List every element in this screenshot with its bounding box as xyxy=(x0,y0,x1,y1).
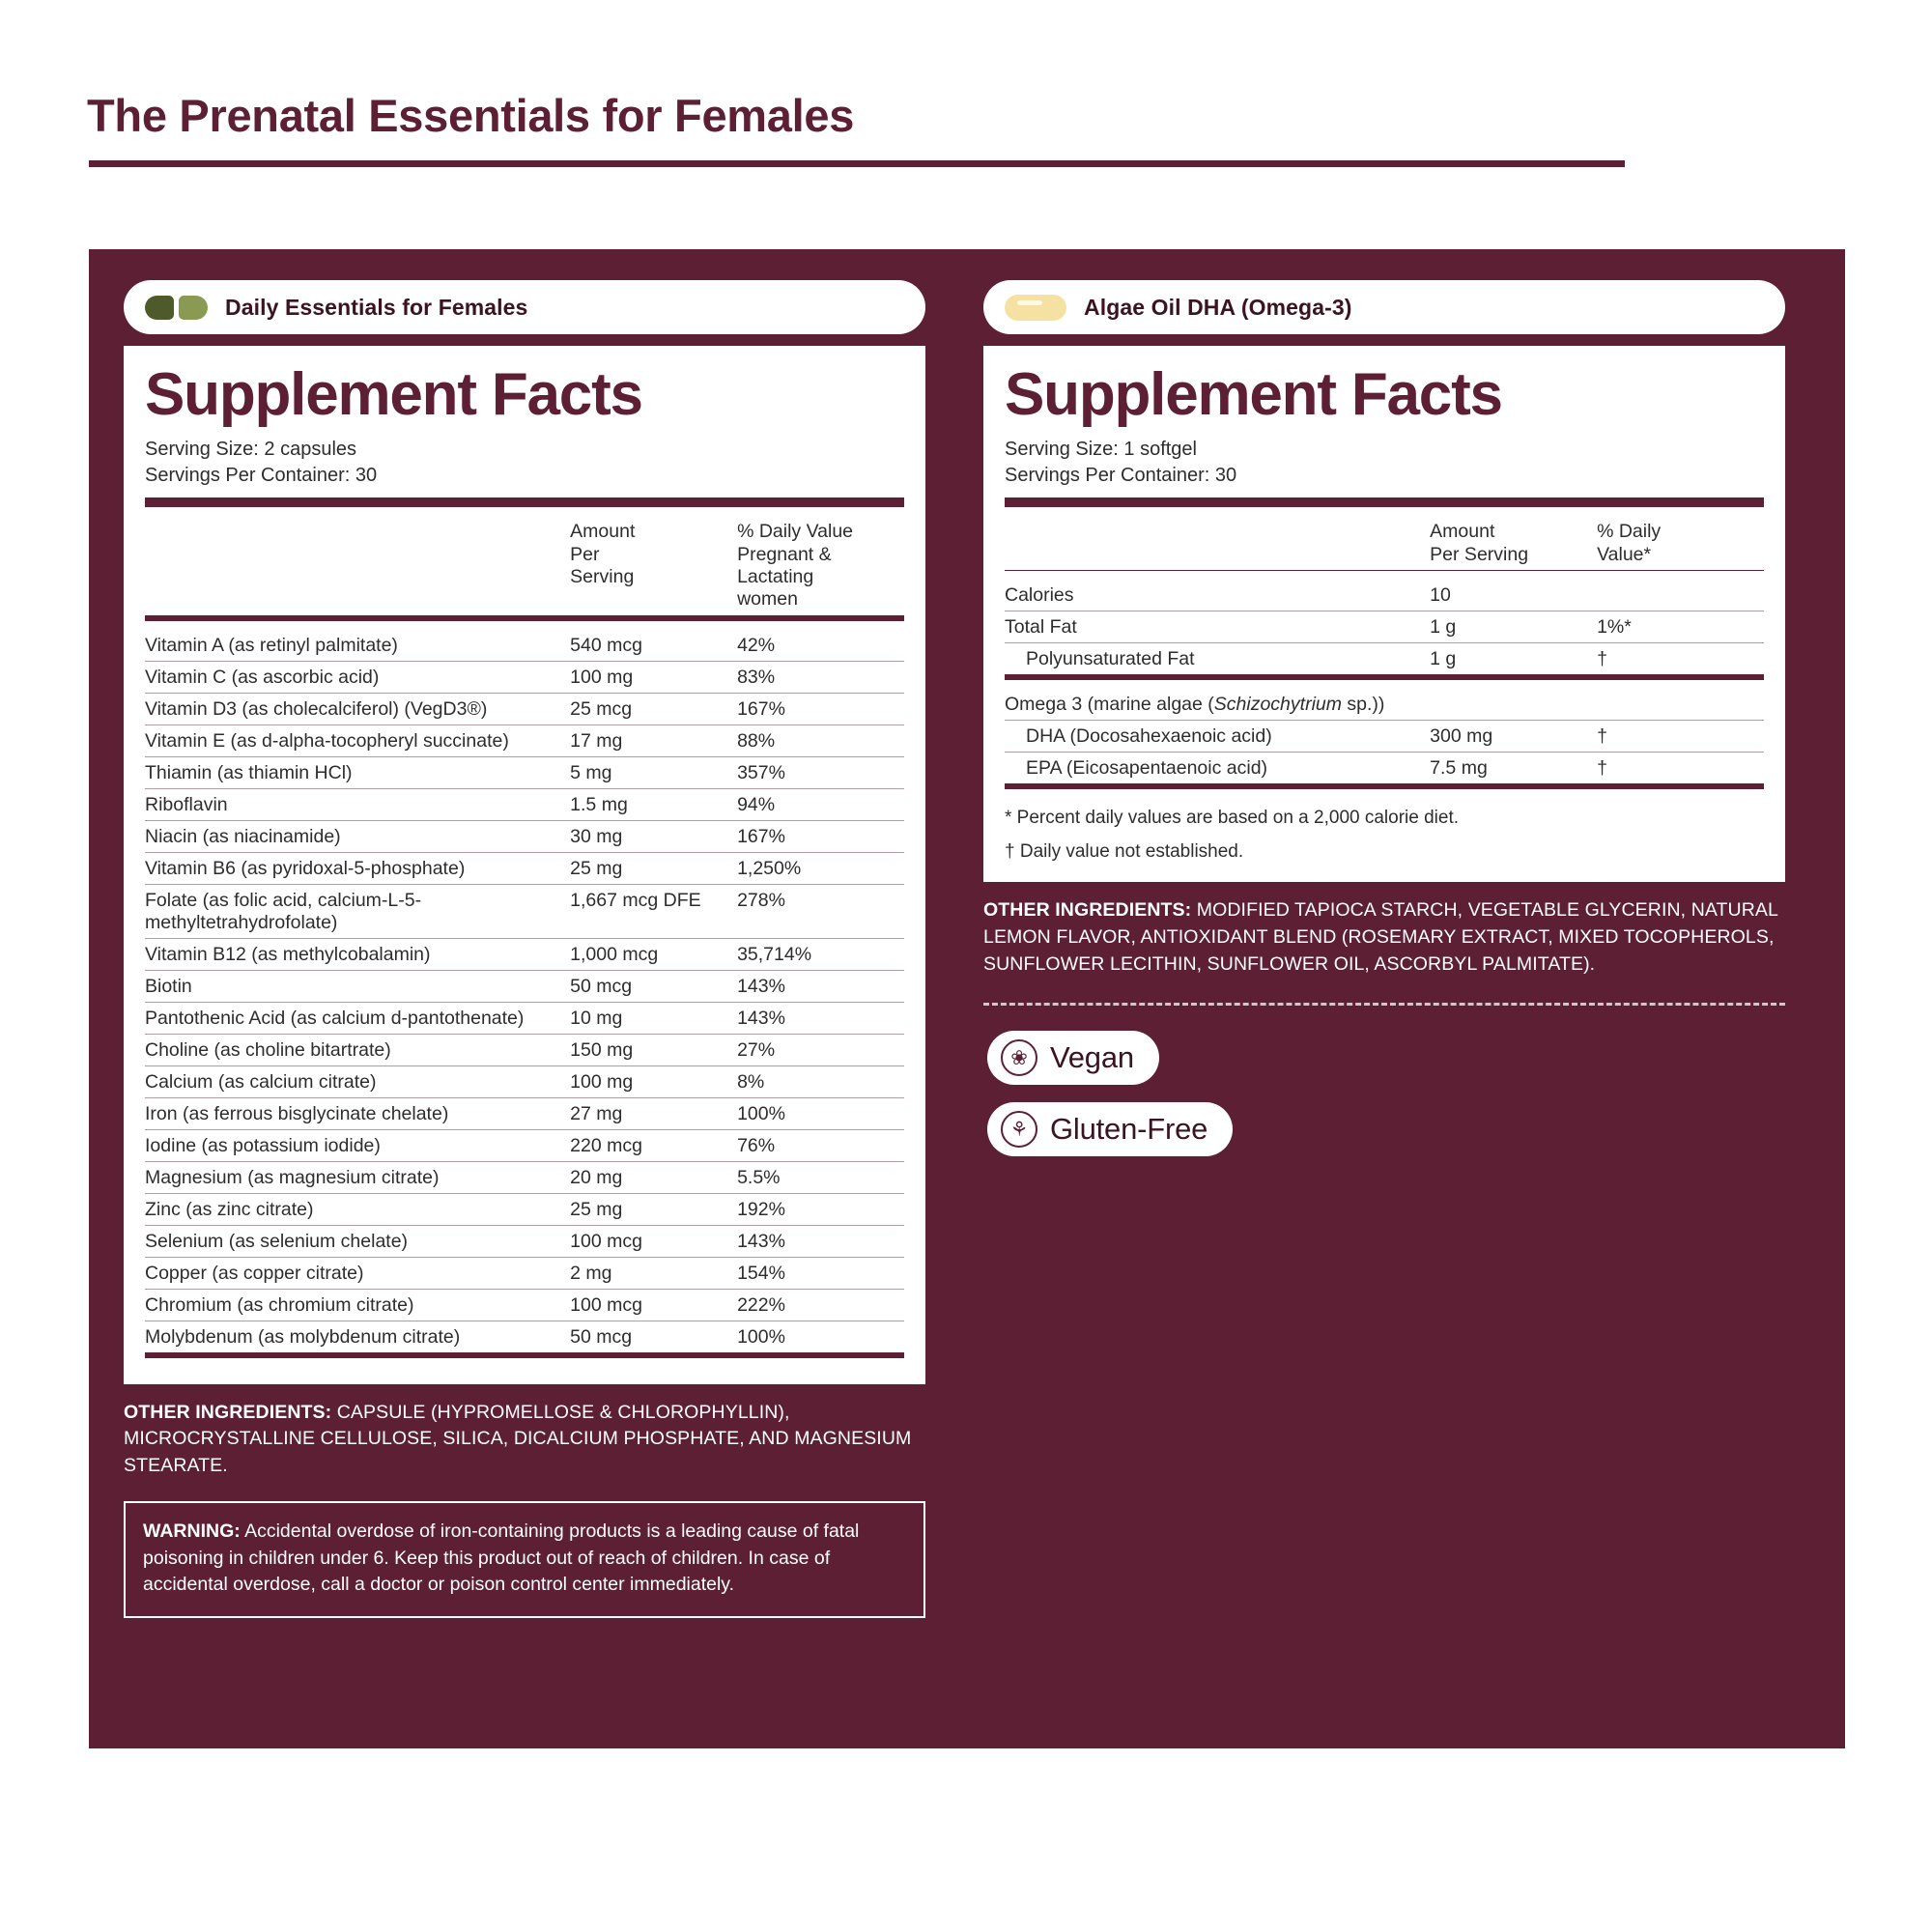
supplement-facts-card-left xyxy=(124,346,925,1384)
row-nutrient-name: Copper (as copper citrate) xyxy=(145,1257,570,1289)
row-amount: 220 mcg xyxy=(570,1129,737,1161)
badge-gluten-free-label: Gluten-Free xyxy=(1050,1112,1208,1147)
row-daily-value: 100% xyxy=(737,1097,904,1129)
row-amount: 100 mcg xyxy=(570,1225,737,1257)
row-amount: 30 mg xyxy=(570,820,737,852)
table-row xyxy=(1005,580,1764,611)
other-ingredients-left xyxy=(124,1400,925,1480)
table-row xyxy=(145,1193,904,1225)
row-daily-value: 100% xyxy=(737,1321,904,1355)
row-nutrient-name: Vitamin E (as d-alpha-tocopheryl succinate) xyxy=(145,724,570,756)
row-nutrient-name: Total Fat xyxy=(1005,611,1430,642)
row-amount: 1,000 mcg xyxy=(570,938,737,970)
table-row xyxy=(145,1097,904,1129)
row-nutrient-name: Iodine (as potassium iodide) xyxy=(145,1129,570,1161)
row-daily-value: 167% xyxy=(737,820,904,852)
row-nutrient-name: Iron (as ferrous bisglycinate chelate) xyxy=(145,1097,570,1129)
other-ingredients-text-right: MODIFIED TAPIOCA STARCH, VEGETABLE GLYCERIN, NATURAL LEMON FLAVOR, ANTIOXIDANT BLEND (ROSEMARY EXTRACT, MIXED TOCOPHEROLS, SUNFLOWER LECITHIN, SUNFLOWER OIL, ASCORBYL PALMITATE). xyxy=(983,899,1778,975)
footnote-percent-dv: * Percent daily values are based on a 2,000 calorie diet. xyxy=(1005,807,1460,828)
title-divider xyxy=(89,160,1625,167)
warning-box xyxy=(124,1501,925,1618)
row-daily-value: 27% xyxy=(737,1034,904,1065)
row-daily-value: 88% xyxy=(737,724,904,756)
softgel-icon xyxy=(1005,295,1066,321)
row-daily-value: 222% xyxy=(737,1289,904,1321)
row-daily-value: † xyxy=(1597,752,1764,786)
table-row xyxy=(145,970,904,1002)
row-nutrient-name: Biotin xyxy=(145,970,570,1002)
row-nutrient-name: Niacin (as niacinamide) xyxy=(145,820,570,852)
other-ingredients-label-right: OTHER INGREDIENTS: xyxy=(983,899,1192,922)
nutrition-table-right xyxy=(1005,497,1764,798)
table-row xyxy=(145,1225,904,1257)
table-row xyxy=(145,1257,904,1289)
table-row xyxy=(145,1002,904,1034)
row-nutrient-name: Vitamin B12 (as methylcobalamin) xyxy=(145,938,570,970)
header-daily-value: % Daily Value Pregnant & Lactating women xyxy=(737,521,854,611)
table-row xyxy=(145,852,904,884)
supplement-facts-title-right: Supplement Facts xyxy=(1005,361,1502,428)
row-nutrient-name: Molybdenum (as molybdenum citrate) xyxy=(145,1321,570,1355)
row-daily-value: 143% xyxy=(737,1225,904,1257)
row-daily-value: 35,714% xyxy=(737,938,904,970)
row-amount: 540 mcg xyxy=(570,634,642,656)
row-nutrient-name: Choline (as choline bitartrate) xyxy=(145,1034,570,1065)
row-amount: 17 mg xyxy=(570,724,737,756)
header-nutrient xyxy=(145,516,570,618)
row-nutrient-name: Polyunsaturated Fat xyxy=(1005,642,1430,677)
row-amount: 27 mg xyxy=(570,1097,737,1129)
table-row xyxy=(1005,642,1764,677)
row-amount: 1 g xyxy=(1430,611,1597,642)
two-capsules-icon xyxy=(145,296,208,320)
row-nutrient-name: Riboflavin xyxy=(145,788,570,820)
omega-group-label: Omega 3 (marine algae (Schizochytrium sp.)) xyxy=(1005,693,1385,715)
table-header-row-left xyxy=(145,516,904,618)
omega-group-row xyxy=(1005,689,1764,721)
row-daily-value: 76% xyxy=(737,1129,904,1161)
row-daily-value: 42% xyxy=(737,634,776,656)
row-amount: 7.5 mg xyxy=(1430,752,1597,786)
row-daily-value xyxy=(1597,580,1764,611)
columns-container xyxy=(89,249,1845,1618)
row-daily-value: 5.5% xyxy=(737,1161,904,1193)
row-daily-value: † xyxy=(1597,642,1764,677)
row-daily-value: 8% xyxy=(737,1065,904,1097)
supplement-facts-card-right xyxy=(983,346,1785,882)
table-row xyxy=(145,724,904,756)
table-row xyxy=(1005,611,1764,642)
row-amount: 25 mcg xyxy=(570,693,737,724)
row-nutrient-name: EPA (Eicosapentaenoic acid) xyxy=(1005,752,1430,786)
table-row xyxy=(145,1161,904,1193)
footnote-dagger: † Daily value not established. xyxy=(1005,840,1244,862)
row-nutrient-name: Selenium (as selenium chelate) xyxy=(145,1225,570,1257)
row-daily-value: 1%* xyxy=(1597,611,1764,642)
table-row xyxy=(145,1065,904,1097)
row-amount: 25 mg xyxy=(570,1193,737,1225)
badge-gluten-free xyxy=(987,1102,1233,1156)
row-amount: 300 mg xyxy=(1430,720,1597,752)
badge-vegan xyxy=(987,1031,1159,1085)
row-daily-value: 1,250% xyxy=(737,852,904,884)
wheat-circle-icon: ⚘ xyxy=(1001,1111,1037,1148)
other-ingredients-label-left: OTHER INGREDIENTS: xyxy=(124,1401,332,1423)
row-nutrient-name: Calcium (as calcium citrate) xyxy=(145,1065,570,1097)
row-amount: 50 mcg xyxy=(570,1321,737,1355)
row-daily-value: 167% xyxy=(737,693,904,724)
table-row xyxy=(1005,752,1764,786)
table-row xyxy=(145,820,904,852)
serving-size-left: Serving Size: 2 capsules xyxy=(145,439,357,460)
row-nutrient-name: Thiamin (as thiamin HCl) xyxy=(145,756,570,788)
table-row xyxy=(145,1129,904,1161)
row-nutrient-name: DHA (Docosahexaenoic acid) xyxy=(1005,720,1430,752)
row-amount: 1.5 mg xyxy=(570,788,737,820)
row-nutrient-name: Chromium (as chromium citrate) xyxy=(145,1289,570,1321)
left-column xyxy=(124,280,925,1618)
table-row xyxy=(145,1034,904,1065)
product-name-label-right: Algae Oil DHA (Omega-3) xyxy=(1084,294,1352,320)
page-title: The Prenatal Essentials for Females xyxy=(87,90,855,141)
serving-info-right xyxy=(1005,437,1764,488)
table-row xyxy=(145,756,904,788)
supplement-facts-title-left: Supplement Facts xyxy=(145,361,642,428)
table-row xyxy=(145,938,904,970)
table-header-row-right xyxy=(1005,516,1764,570)
row-amount: 20 mg xyxy=(570,1161,737,1193)
table-row xyxy=(145,884,904,938)
row-nutrient-name: Vitamin D3 (as cholecalciferol) (VegD3®) xyxy=(145,693,570,724)
header-amount-per-serving: Amount Per Serving xyxy=(570,521,636,587)
table-row xyxy=(145,693,904,724)
row-amount: 2 mg xyxy=(570,1257,737,1289)
row-amount: 50 mcg xyxy=(570,970,737,1002)
badges-container xyxy=(983,1031,1785,1172)
row-amount: 1,667 mcg DFE xyxy=(570,884,737,938)
facts-panel xyxy=(89,249,1845,1748)
warning-text: Accidental overdose of iron-containing products is a leading cause of fatal poisoning in children under 6. Keep this product out of reach of children. In case of accidental overdose, call a doctor or poison control center immediately. xyxy=(143,1520,860,1596)
row-amount: 100 mg xyxy=(570,661,737,693)
row-daily-value: 143% xyxy=(737,970,904,1002)
nutrition-table-left xyxy=(145,497,904,1367)
product-name-label: Daily Essentials for Females xyxy=(225,294,528,320)
row-nutrient-name: Vitamin B6 (as pyridoxal-5-phosphate) xyxy=(145,852,570,884)
dashed-divider xyxy=(983,1003,1785,1006)
table-row xyxy=(145,1289,904,1321)
table-row xyxy=(145,630,904,662)
row-amount: 100 mg xyxy=(570,1065,737,1097)
table-row xyxy=(145,661,904,693)
row-nutrient-name: Zinc (as zinc citrate) xyxy=(145,1193,570,1225)
row-amount: 25 mg xyxy=(570,852,737,884)
row-daily-value: 278% xyxy=(737,884,904,938)
row-nutrient-name: Pantothenic Acid (as calcium d-pantothenate) xyxy=(145,1002,570,1034)
serving-info-left xyxy=(145,437,904,488)
table-row xyxy=(1005,720,1764,752)
row-amount: 10 mg xyxy=(570,1002,737,1034)
row-daily-value: 154% xyxy=(737,1257,904,1289)
row-daily-value: 143% xyxy=(737,1002,904,1034)
leaf-circle-icon: ❀ xyxy=(1001,1039,1037,1076)
row-amount: 10 xyxy=(1430,583,1451,606)
row-daily-value: † xyxy=(1597,720,1764,752)
row-nutrient-name: Folate (as folic acid, calcium-L-5-methyltetrahydrofolate) xyxy=(145,884,570,938)
row-daily-value: 192% xyxy=(737,1193,904,1225)
row-amount: 5 mg xyxy=(570,756,737,788)
row-nutrient-name: Calories xyxy=(1005,583,1074,606)
other-ingredients-text-left: CAPSULE (HYPROMELLOSE & CHLOROPHYLLIN), MICROCRYSTALLINE CELLULOSE, SILICA, DICALCIUM PHOSPHATE, AND MAGNESIUM STEARATE. xyxy=(124,1401,912,1477)
row-amount: 1 g xyxy=(1430,642,1597,677)
servings-per-container-left: Servings Per Container: 30 xyxy=(145,464,378,486)
product-header-algae-oil xyxy=(983,280,1785,334)
row-daily-value: 357% xyxy=(737,756,904,788)
row-nutrient-name: Vitamin A (as retinyl palmitate) xyxy=(145,634,398,656)
warning-label: WARNING: xyxy=(143,1520,241,1542)
row-amount: 100 mcg xyxy=(570,1289,737,1321)
other-ingredients-right xyxy=(983,897,1785,978)
table-row xyxy=(145,1321,904,1355)
row-amount: 150 mg xyxy=(570,1034,737,1065)
product-header-daily-essentials xyxy=(124,280,925,334)
header-amount-per-serving-right: Amount Per Serving xyxy=(1430,521,1529,565)
header-daily-value-right: % Daily Value* xyxy=(1597,521,1662,565)
badge-vegan-label: Vegan xyxy=(1050,1040,1134,1075)
row-daily-value: 83% xyxy=(737,661,904,693)
row-nutrient-name: Magnesium (as magnesium citrate) xyxy=(145,1161,570,1193)
servings-per-container-right: Servings Per Container: 30 xyxy=(1005,464,1237,486)
row-daily-value: 94% xyxy=(737,788,904,820)
row-nutrient-name: Vitamin C (as ascorbic acid) xyxy=(145,661,570,693)
page-header xyxy=(0,0,1932,167)
serving-size-right: Serving Size: 1 softgel xyxy=(1005,439,1197,460)
table-row xyxy=(145,788,904,820)
right-column xyxy=(983,280,1785,1618)
